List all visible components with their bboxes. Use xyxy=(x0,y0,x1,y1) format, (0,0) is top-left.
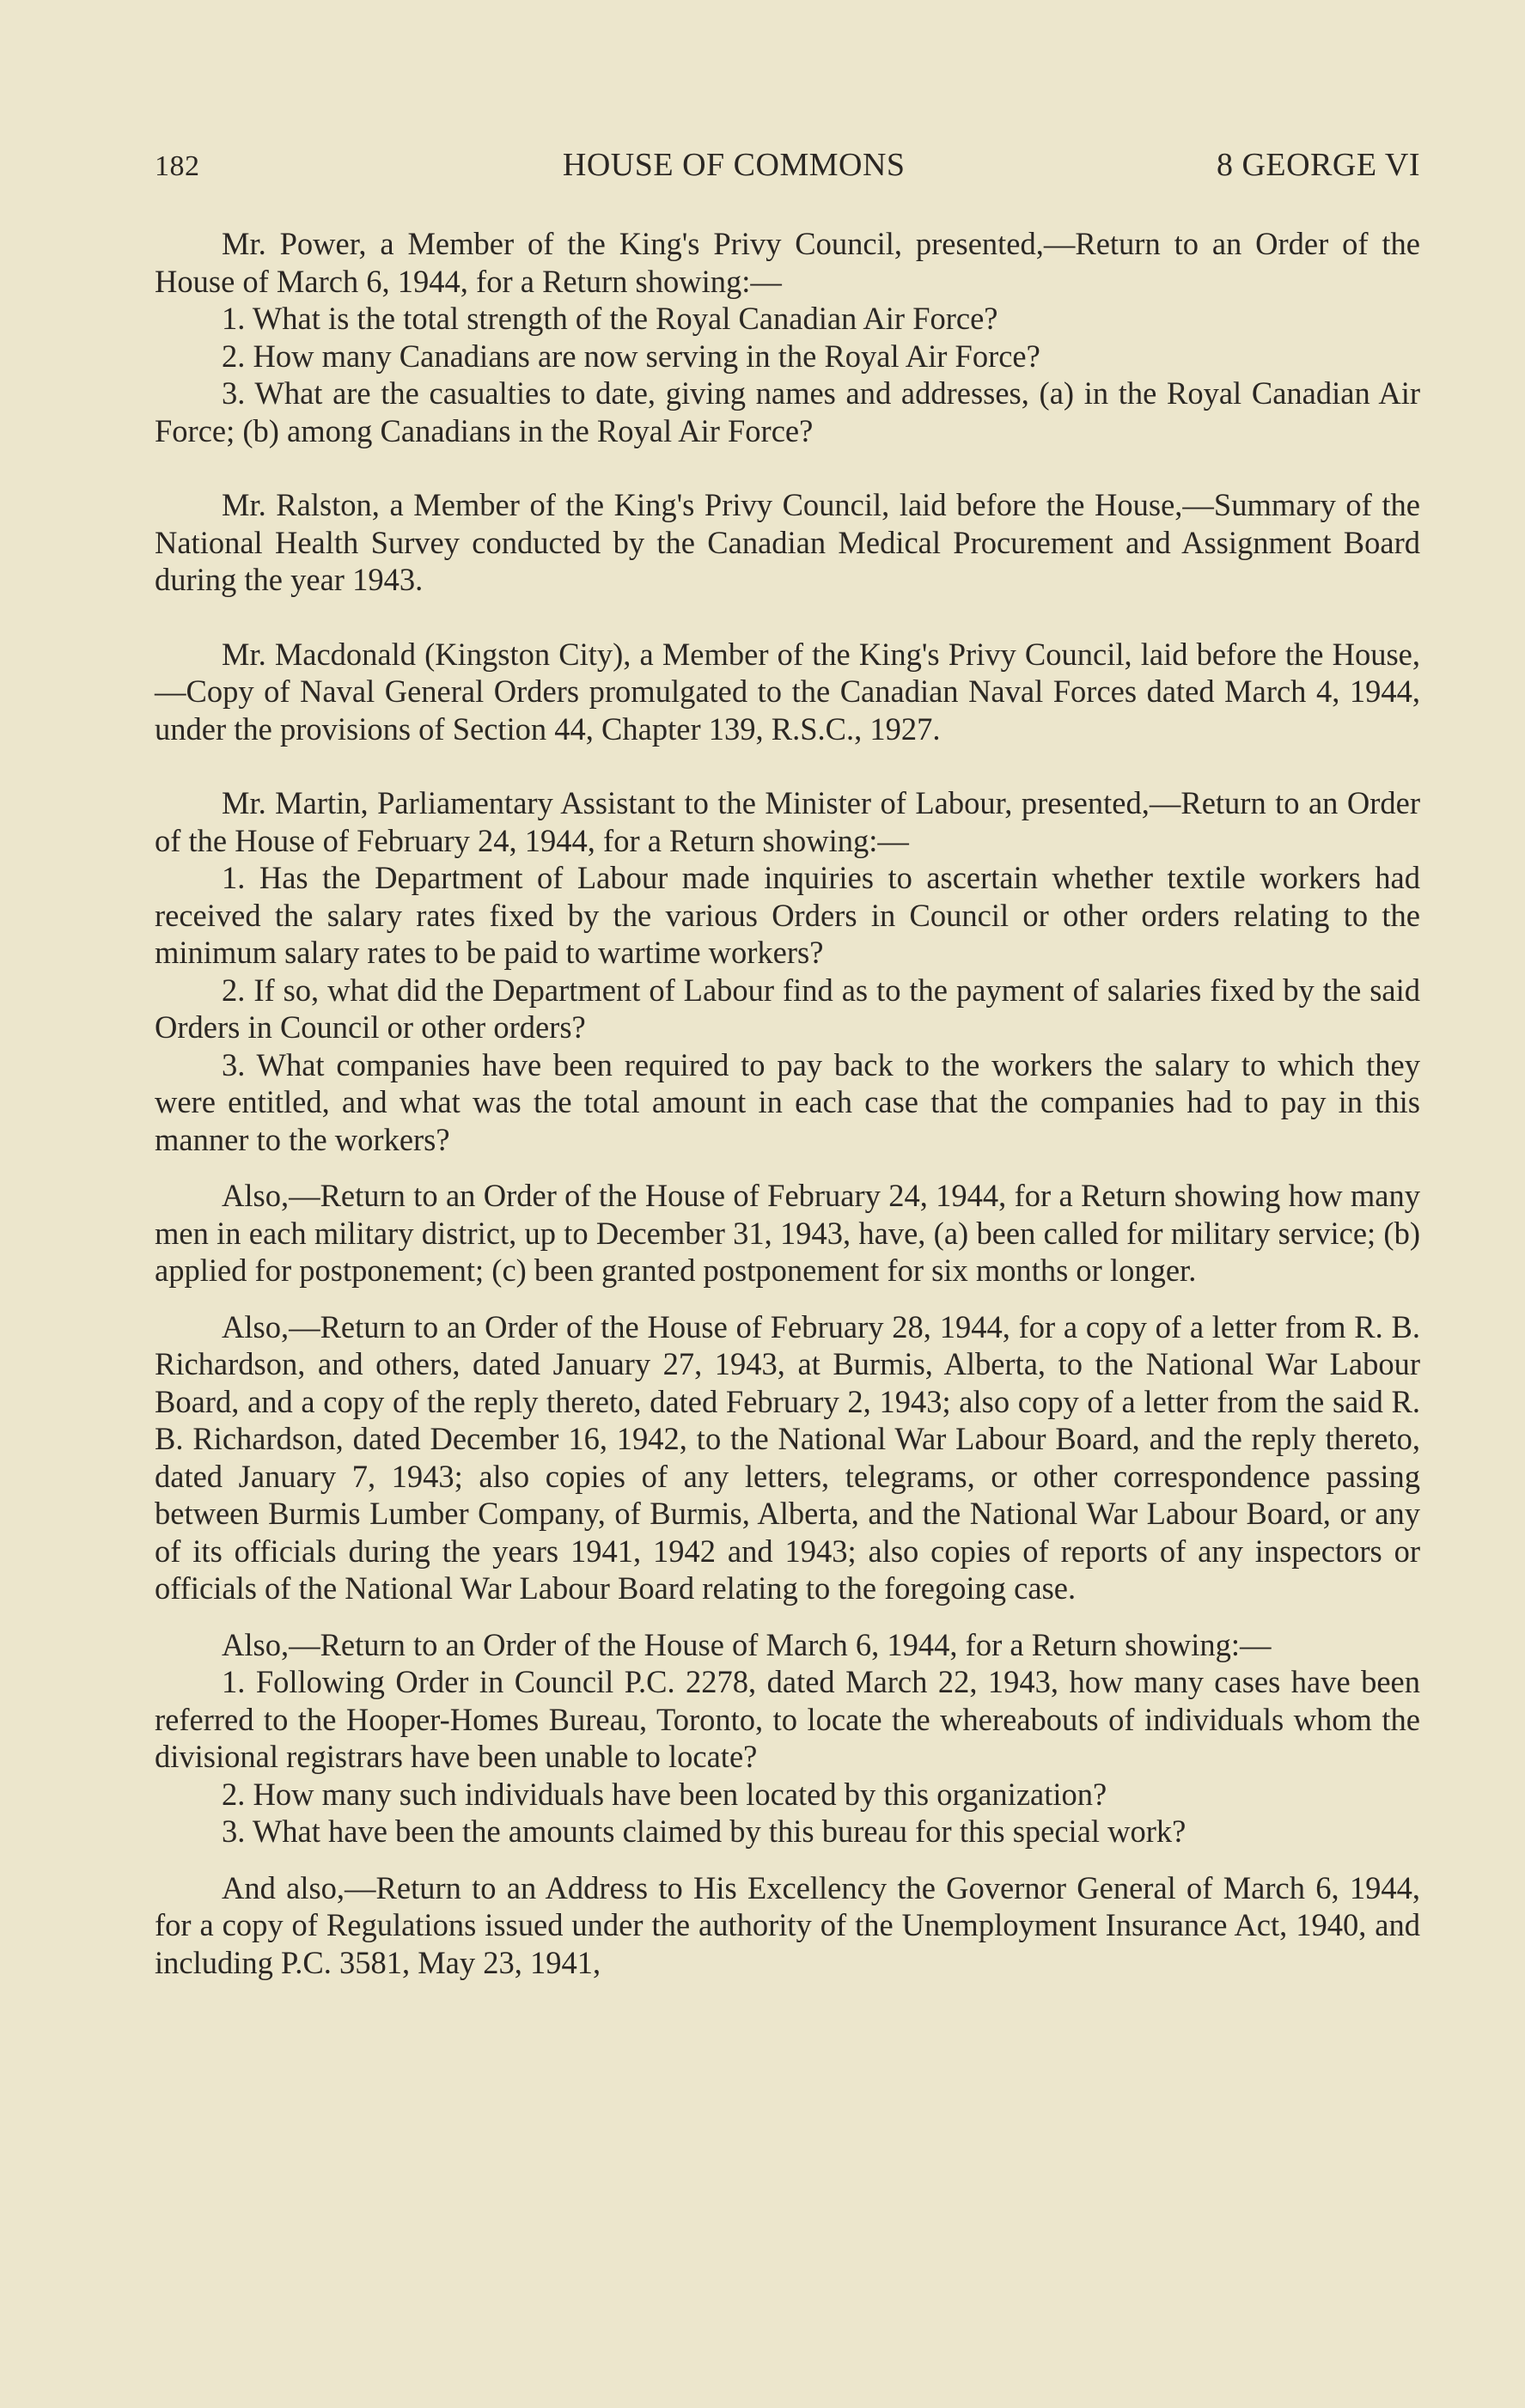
list-item: 1. What is the total strength of the Royal Canadian Air Force? xyxy=(222,301,998,336)
list-item: 3. What have been the amounts claimed by this bureau for this special work? xyxy=(222,1814,1186,1849)
entry-paragraph: Mr. Ralston, a Member of the King's Privy Council, laid before the House,—Summary of the National Health Survey conducted by the Canadian Medical Procurement and Assignment Board during the year 1943. xyxy=(155,487,1420,597)
page-title: HOUSE OF COMMONS xyxy=(562,147,906,183)
running-header xyxy=(155,146,1420,184)
entry-paragraph: Mr. Macdonald (Kingston City), a Member of the King's Privy Council, laid before the House,—Copy of Naval General Orders promulgated to the Canadian Naval Forces dated March 4, 1944, under the provisions of Section 44, Chapter 139, R.S.C., 1927. xyxy=(155,636,1420,747)
list-item: 3. What companies have been required to pay back to the workers the salary to which they were entitled, and what was the total amount in each case that the companies had to pay in this manner to the workers? xyxy=(155,1046,1420,1157)
list-item: 3. What are the casualties to date, giving names and addresses, (a) in the Royal Canadian Air Force; (b) among Canadians in the Royal Air Force? xyxy=(155,375,1420,448)
list-item: 1. Following Order in Council P.C. 2278, dated March 22, 1943, how many cases have been referred to the Hooper-Homes Bureau, Toronto, to locate the whereabouts of individuals whom the divisional registrars have been unable to locate? xyxy=(155,1664,1420,1774)
journal-body xyxy=(155,225,1420,1981)
list-item: 2. If so, what did the Department of Labour find as to the payment of salaries fixed by the said Orders in Council or other orders? xyxy=(155,972,1420,1045)
list-item: 2. How many such individuals have been located by this organization? xyxy=(222,1776,1107,1812)
entry-paragraph: Also,—Return to an Order of the House of March 6, 1944, for a Return showing:— xyxy=(222,1626,1272,1662)
entry-paragraph: Mr. Power, a Member of the King's Privy Council, presented,—Return to an Order of the House of March 6, 1944, for a Return showing:— xyxy=(155,226,1420,299)
entry-paragraph: Also,—Return to an Order of the House of February 24, 1944, for a Return showing how many men in each military district, up to December 31, 1943, have, (a) been called for military service; (b) applied for postponement; (c) been granted postponement for six months or longer. xyxy=(155,1178,1420,1288)
page-number: 182 xyxy=(155,150,200,182)
entry-paragraph: Also,—Return to an Order of the House of February 28, 1944, for a copy of a letter from R. B. Richardson, and others, dated January 27, 1943, at Burmis, Alberta, to the National War Labour Board, and a copy of the reply thereto, dated February 2, 1943; also copy of a letter from the said R. B. Richardson, dated December 16, 1942, to the National War Labour Board, and the reply thereto, dated January 7, 1943; also copies of any letters, telegrams, or other correspondence passing between Burmis Lumber Company, of Burmis, Alberta, and the National War Labour Board, or any of its officials during the years 1941, 1942 and 1943; also copies of reports of any inspectors or officials of the National War Labour Board relating to the foregoing case. xyxy=(155,1308,1420,1606)
entry-paragraph: Mr. Martin, Parliamentary Assistant to the Minister of Labour, presented,—Return to an Order of the House of February 24, 1944, for a Return showing:— xyxy=(155,785,1420,858)
reign-label: 8 GEORGE VI xyxy=(1216,147,1420,183)
list-item: 2. How many Canadians are now serving in the Royal Air Force? xyxy=(222,338,1040,374)
list-item: 1. Has the Department of Labour made inquiries to ascertain whether textile workers had received the salary rates fixed by the various Orders in Council or other orders relating to the minimum salary rates to be paid to wartime workers? xyxy=(155,860,1420,970)
entry-paragraph: And also,—Return to an Address to His Excellency the Governor General of March 6, 1944, for a copy of Regulations issued under the authority of the Unemployment Insurance Act, 1940, and including P.C. 3581, May 23, 1941, xyxy=(155,1869,1420,1980)
